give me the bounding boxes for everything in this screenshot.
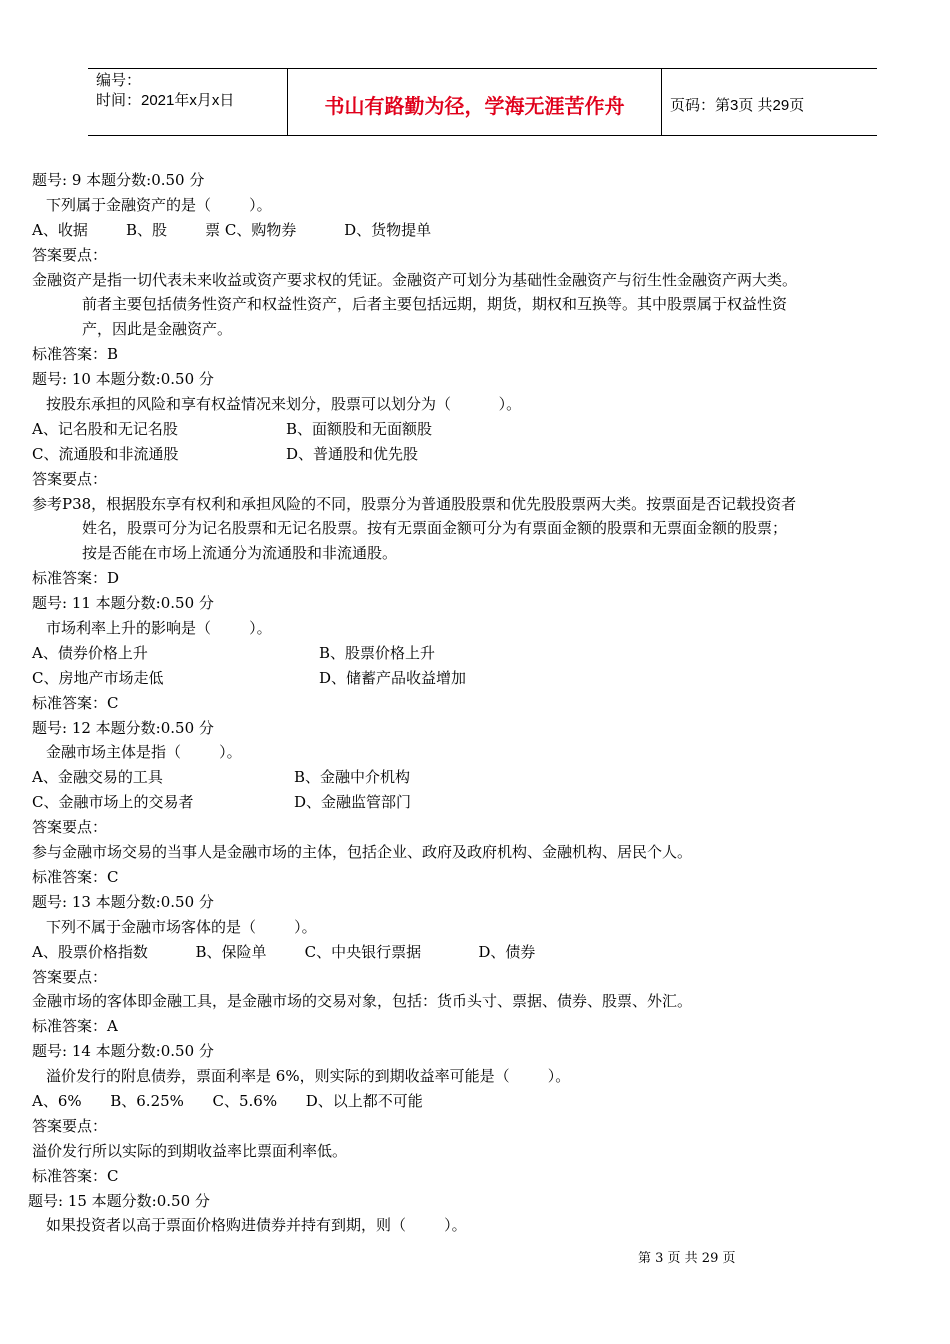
answer-key-text: 前者主要包括债务性资产和权益性资产，后者主要包括远期，期货，期权和互换等。其中股票属于权益性资 [82, 295, 788, 314]
question-options-row [32, 666, 912, 691]
question-options: A、股票价格指数 B、保险单 C、中央银行票据 D、债券 [32, 942, 536, 961]
question-heading: 题号: 11 本题分数:0.50 分 [32, 594, 214, 613]
question-stem: 市场利率上升的影响是（ ）。 [46, 619, 272, 638]
standard-answer: 标准答案：B [32, 345, 119, 364]
question-stem: 下列属于金融资产的是（ ）。 [46, 195, 272, 214]
page-header [88, 68, 877, 136]
answer-key-label: 答案要点： [32, 245, 108, 264]
answer-key-label: 答案要点： [32, 1116, 108, 1135]
standard-answer: 标准答案：D [32, 569, 120, 588]
header-meta [88, 69, 288, 135]
answer-key-text: 溢价发行所以实际的到期收益率比票面利率低。 [32, 1141, 348, 1160]
answer-key-label: 答案要点： [32, 818, 108, 837]
question-heading: 题号: 13 本题分数:0.50 分 [32, 892, 214, 911]
question-heading: 题号: 9 本题分数:0.50 分 [32, 171, 205, 189]
option-d: D、储蓄产品收益增加 [319, 668, 467, 687]
answer-key-text: 参考P38，根据股东享有权利和承担风险的不同，股票分为普通股股票和优先股股票两大类。按票面是否记载投资者 [32, 494, 797, 513]
standard-answer: 标准答案：C [32, 693, 119, 712]
standard-answer: 标准答案：C [32, 867, 119, 886]
answer-key-text: 姓名，股票可分为记名股票和无记名股票。按有无票面金额可分为有票面金额的股票和无票面金额的股票； [82, 519, 788, 538]
answer-key-label: 答案要点： [32, 967, 108, 986]
question-heading: 题号: 15 本题分数:0.50 分 [28, 1191, 210, 1210]
option-d: D、金融监管部门 [294, 793, 412, 812]
answer-key-text: 按是否能在市场上流通分为流通股和非流通股。 [82, 544, 398, 563]
option-d: D、普通股和优先股 [286, 444, 419, 463]
question-stem: 下列不属于金融市场客体的是（ ）。 [46, 917, 317, 936]
page-footer: 第 3 页 共 29 页 [638, 1251, 736, 1266]
question-stem: 溢价发行的附息债券，票面利率是 6%，则实际的到期收益率可能是（ ）。 [46, 1067, 571, 1086]
question-options: A、收据 B、股 票 C、购物券 D、货物提单 [32, 220, 432, 239]
question-stem: 金融市场主体是指（ ）。 [46, 743, 242, 762]
option-c: C、流通股和非流通股 [32, 444, 179, 463]
option-a: A、金融交易的工具 [32, 768, 163, 787]
standard-answer: 标准答案：C [32, 1166, 119, 1185]
answer-key-text: 金融市场的客体即金融工具，是金融市场的交易对象，包括：货币头寸、票据、债券、股票、外汇。 [32, 992, 693, 1011]
document-body [28, 168, 912, 1238]
option-b: B、金融中介机构 [294, 768, 411, 787]
header-page-label: 页码：第3页 共29页 [670, 96, 805, 114]
answer-key-text: 参与金融市场交易的当事人是金融市场的主体，包括企业、政府及政府机构、金融机构、居民个人。 [32, 843, 693, 862]
question-options: A、6% B、6.25% C、5.6% D、以上都不可能 [32, 1091, 423, 1110]
question-stem: 按股东承担的风险和享有权益情况来划分，股票可以划分为（ ）。 [46, 395, 522, 414]
option-c: C、金融市场上的交易者 [32, 793, 194, 812]
question-heading: 题号: 12 本题分数:0.50 分 [32, 718, 214, 737]
answer-key-text: 金融资产是指一切代表未来收益或资产要求权的凭证。金融资产可划分为基础性金融资产与衍生性金融资产两大类。 [32, 270, 798, 289]
document-number-label: 编号： [96, 72, 142, 89]
question-heading: 题号: 14 本题分数:0.50 分 [32, 1042, 214, 1061]
question-options-row [32, 790, 912, 815]
question-options-row [32, 442, 912, 467]
question-options-row [32, 641, 912, 666]
document-time-label: 时间：2021年x月x日 [96, 92, 235, 109]
question-options-row [32, 765, 912, 790]
option-c: C、房地产市场走低 [32, 668, 164, 687]
header-motto: 书山有路勤为径，学海无涯苦作舟 [288, 69, 662, 135]
option-a: A、记名股和无记名股 [32, 419, 178, 438]
question-options-row [32, 417, 912, 442]
question-heading: 题号: 10 本题分数:0.50 分 [32, 370, 214, 389]
standard-answer: 标准答案：A [32, 1017, 118, 1036]
question-stem: 如果投资者以高于票面价格购进债券并持有到期，则（ ）。 [46, 1216, 467, 1235]
answer-key-label: 答案要点： [32, 469, 108, 488]
answer-key-text: 产，因此是金融资产。 [82, 320, 233, 339]
option-b: B、面额股和无面额股 [286, 419, 433, 438]
option-a: A、债券价格上升 [32, 643, 148, 662]
option-b: B、股票价格上升 [319, 643, 436, 662]
